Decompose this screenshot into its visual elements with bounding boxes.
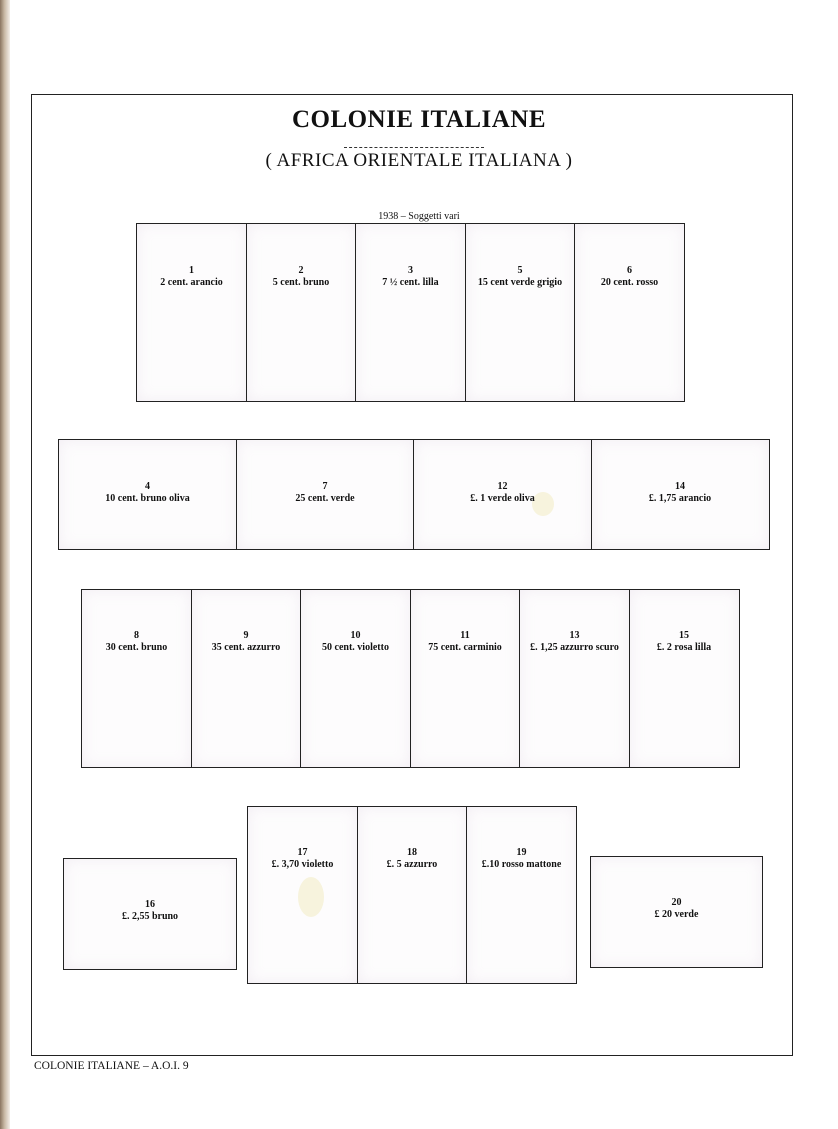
stamp-description: 75 cent. carminio (428, 642, 502, 653)
stamp-row-1 (136, 223, 684, 402)
stamp-space (465, 223, 576, 402)
stamp-row-2 (58, 439, 768, 550)
stamp-description: £. 2,55 bruno (121, 911, 179, 922)
stamp-number: 19 (516, 847, 527, 858)
stamp-description: £. 1 verde oliva (470, 493, 535, 504)
stamp-description: 7 ½ cent. lilla (382, 277, 439, 288)
stamp-number: 15 (679, 630, 689, 641)
stamp-description: £.10 rosso mattone (481, 859, 562, 870)
stamp-number: 11 (460, 630, 470, 641)
title-underline (344, 147, 484, 148)
page-subtitle: ( AFRICA ORIENTALE ITALIANA ) (265, 150, 573, 171)
stamp-number: 7 (322, 481, 328, 492)
stamp-label (630, 630, 739, 654)
stamp-space (247, 806, 358, 984)
stamp-label (64, 899, 236, 923)
stamp-description: 50 cent. violetto (322, 642, 389, 653)
stamp-number: 10 (350, 630, 361, 641)
stamp-label (301, 630, 410, 654)
stamp-number: 12 (497, 481, 508, 492)
stamp-description: 2 cent. arancio (160, 277, 223, 288)
stamp-description: 30 cent. bruno (105, 642, 168, 653)
stamp-space (191, 589, 302, 768)
stamp-space (413, 439, 592, 550)
stamp-space (236, 439, 415, 550)
stamp-space (81, 589, 192, 768)
stamp-label (248, 847, 357, 871)
stamp-space (355, 223, 466, 402)
stamp-description: £ 20 verde (654, 909, 699, 920)
stamp-label (358, 847, 467, 871)
stamp-description: 5 cent. bruno (272, 277, 330, 288)
stamp-label (192, 630, 301, 654)
stamp-description: 10 cent. bruno oliva (105, 493, 190, 504)
stamp-label (247, 265, 356, 289)
stamp-description: £. 1,25 azzurro scuro (530, 642, 619, 653)
stamp-label (411, 630, 520, 654)
stamp-label (592, 481, 769, 505)
stamp-space (300, 589, 411, 768)
stamp-space (590, 856, 763, 968)
stamp-description: 25 cent. verde (295, 493, 355, 504)
stamp-number: 6 (627, 265, 632, 276)
stamp-space (519, 589, 630, 768)
stamp-space (58, 439, 237, 550)
stamp-space (357, 806, 468, 984)
stamp-space (63, 858, 237, 970)
stamp-description: 15 cent verde grigio (477, 277, 563, 288)
stamp-space (136, 223, 247, 402)
stamp-label (466, 265, 575, 289)
stamp-number: 13 (569, 630, 580, 641)
stamp-description: £. 3,70 violetto (271, 859, 334, 870)
stamp-space (246, 223, 357, 402)
stamp-label (82, 630, 191, 654)
stamp-label (520, 630, 629, 654)
page-title: COLONIE ITALIANE (291, 106, 547, 133)
stamp-number: 14 (675, 481, 685, 492)
stamp-label (575, 265, 684, 289)
stamp-description: £. 1,75 arancio (648, 493, 712, 504)
stamp-label (356, 265, 465, 289)
stamp-space (574, 223, 685, 402)
stamp-number: 4 (145, 481, 150, 492)
stamp-number: 16 (145, 899, 155, 910)
stamp-row-4 (247, 806, 576, 984)
stamp-number: 2 (298, 265, 304, 276)
stamp-space (591, 439, 770, 550)
stamp-number: 17 (297, 847, 308, 858)
series-caption: 1938 – Soggetti vari (378, 211, 460, 222)
stamp-number: 1 (189, 265, 194, 276)
stamp-label (59, 481, 236, 505)
stamp-space (466, 806, 577, 984)
stamp-space (629, 589, 740, 768)
stamp-space (410, 589, 521, 768)
stamp-row-3 (81, 589, 738, 768)
stamp-label (467, 847, 576, 871)
stamp-label (591, 897, 762, 921)
stamp-description: 35 cent. azzurro (211, 642, 281, 653)
stamp-number: 5 (517, 265, 523, 276)
stamp-label (414, 481, 591, 505)
paper-stain (298, 877, 324, 917)
stamp-number: 3 (408, 265, 413, 276)
stamp-label (237, 481, 414, 505)
page-footer: COLONIE ITALIANE – A.O.I. 9 (34, 1060, 189, 1072)
stamp-description: 20 cent. rosso (600, 277, 659, 288)
stamp-number: 9 (243, 630, 249, 641)
stamp-number: 20 (671, 897, 682, 908)
stamp-description: £. 5 azzurro (386, 859, 438, 870)
stamp-label (137, 265, 246, 289)
stamp-number: 18 (407, 847, 417, 858)
stamp-number: 8 (134, 630, 139, 641)
stamp-description: £. 2 rosa lilla (656, 642, 712, 653)
